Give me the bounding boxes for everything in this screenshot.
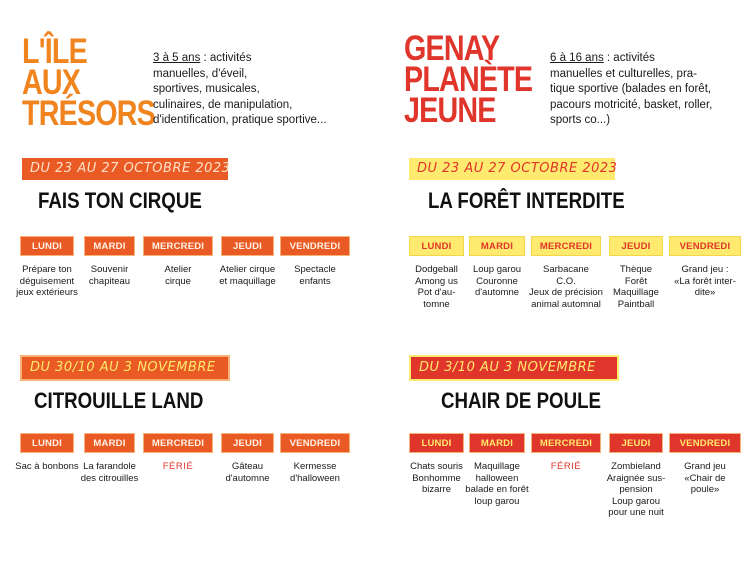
activity-line: Atelier cirque (219, 264, 276, 275)
activity-line: Prépare ton (22, 264, 72, 275)
right-week1-day-tab: LUNDI (409, 236, 464, 256)
activity-line: Chats souris (410, 461, 463, 472)
activity-line: La farandole (83, 461, 136, 472)
left-title-line-2: AUX (22, 63, 81, 102)
right-week1-day-tab: JEUDI (609, 236, 663, 256)
left-title-line-1: L'ÎLE (22, 32, 87, 71)
activity-line: cirque (165, 275, 191, 287)
right-week2-day-tab: LUNDI (409, 433, 464, 453)
activity-line: pour une nuit (608, 507, 664, 518)
activity-line: Forêt (624, 275, 648, 287)
activity-line: Maquillage (613, 287, 659, 298)
activity-line: Bonhomme (412, 472, 461, 484)
activity-line: jeux extérieurs (16, 287, 78, 298)
activity-line: Paintball (617, 298, 655, 310)
left-week1-day-tab: MARDI (84, 236, 135, 256)
right-week1-day-tab: VENDREDI (669, 236, 741, 256)
activity-line: chapiteau (88, 275, 131, 287)
activity-line: FÉRIÉ (162, 461, 194, 472)
activity-line: enfants (299, 275, 331, 287)
activity-line: des citrouilles (80, 472, 139, 484)
activity-line: pension (619, 484, 653, 495)
activity-line: Maquillage (474, 461, 520, 472)
activity-line: Gâteau (231, 461, 264, 472)
left-week2-day-tab: LUNDI (20, 433, 74, 453)
activity-line: d'automne (474, 287, 520, 298)
right-week2-day-tab: MERCREDI (531, 433, 601, 453)
right-week1-date-banner: DU 23 AU 27 OCTOBRE 2023 (409, 158, 615, 180)
activity-line: C.O. (556, 275, 576, 287)
activity-line: Loup garou (611, 495, 661, 507)
left-title-line-3: TRÉSORS (22, 94, 156, 133)
left-age-label: 3 à 5 ans (153, 52, 201, 64)
left-week2-day-tab: MERCREDI (143, 433, 213, 453)
activity-line: Araignée sus- (606, 472, 666, 484)
activity-line: Dodgeball (415, 264, 458, 275)
activity-line: Kermesse (293, 461, 337, 472)
right-week2-activity-cell (655, 461, 749, 496)
right-title-line-1: GENAY (404, 29, 500, 68)
activity-line: loup garou (474, 495, 520, 507)
left-week1-activity-cell (265, 264, 365, 287)
left-week2-date-banner: DU 30/10 AU 3 NOVEMBRE (20, 355, 230, 381)
activity-line: Loup garou (472, 264, 522, 275)
activity-line: Jeux de précision (529, 287, 603, 298)
activity-line: «La forêt inter- (674, 275, 736, 287)
activity-line: Couronne (476, 275, 518, 287)
right-week1-activity-cell (655, 264, 749, 299)
activity-line: Sarbacane (543, 264, 589, 275)
left-week1-day-tab: VENDREDI (280, 236, 350, 256)
right-week2-date-banner: DU 3/10 AU 3 NOVEMBRE (409, 355, 619, 381)
activity-line: Zombieland (611, 461, 661, 472)
activity-line: poule» (690, 484, 720, 495)
activity-line: et maquillage (219, 275, 276, 287)
left-week2-activity-cell (265, 461, 365, 484)
left-week2-day-tab: JEUDI (221, 433, 274, 453)
right-title-line-2: PLANÈTE (404, 60, 533, 99)
left-program-title (22, 32, 156, 133)
left-week1-day-tab: MERCREDI (143, 236, 213, 256)
activity-line: Among us (415, 275, 458, 287)
activity-line: FÉRIÉ (550, 461, 582, 472)
right-intro: 6 à 16 ans : activités manuelles et culturelles, pra- tique sportive (balades en forêt, pacours motricité, basket, roller, sports co...) (550, 52, 713, 126)
right-week2-theme: CHAIR DE POULE (441, 388, 602, 413)
activity-line: animal automnal (531, 298, 601, 310)
right-week1-day-tab: MARDI (469, 236, 525, 256)
activity-line: Atelier (164, 264, 192, 275)
left-week1-day-tab: JEUDI (221, 236, 274, 256)
left-week1-day-tab: LUNDI (20, 236, 74, 256)
activity-line: Grand jeu : (681, 264, 729, 275)
activity-line: Pot d'au- (417, 287, 456, 298)
right-week2-day-tab: JEUDI (609, 433, 663, 453)
activity-line: Thèque (619, 264, 653, 275)
activity-line: Spectacle (294, 264, 336, 275)
activity-line: Sac à bonbons (15, 461, 79, 472)
activity-line: bizarre (421, 484, 452, 495)
activity-line: halloween (475, 472, 519, 484)
left-intro: 3 à 5 ans : activités manuelles, d'éveil, sportives, musicales, culinaires, de manipulation, d'identification, pratique sportive... (153, 52, 327, 126)
activity-line: déguisement (19, 275, 75, 287)
left-week1-theme: FAIS TON CIRQUE (38, 188, 202, 213)
left-week2-theme: CITROUILLE LAND (34, 388, 204, 413)
right-title-line-3: JEUNE (404, 91, 496, 130)
right-week2-day-tab: MARDI (469, 433, 525, 453)
activity-line: Grand jeu (684, 461, 726, 472)
activity-line: balade en forêt (465, 484, 529, 495)
activity-line: dite» (694, 287, 716, 298)
right-age-label: 6 à 16 ans (550, 52, 604, 64)
activity-line: d'halloween (290, 472, 340, 484)
right-program-title (404, 29, 533, 130)
left-week1-date-banner: DU 23 AU 27 OCTOBRE 2023 (22, 158, 228, 180)
left-week2-day-tab: VENDREDI (280, 433, 350, 453)
activity-line: «Chair de (684, 472, 726, 484)
right-week1-theme: LA FORÊT INTERDITE (428, 188, 625, 213)
activity-line: d'automne (225, 472, 270, 484)
activity-line: tomne (423, 298, 450, 310)
right-week2-day-tab: VENDREDI (669, 433, 741, 453)
right-week1-day-tab: MERCREDI (531, 236, 601, 256)
left-week2-day-tab: MARDI (84, 433, 135, 453)
activity-line: Souvenir (90, 264, 129, 275)
